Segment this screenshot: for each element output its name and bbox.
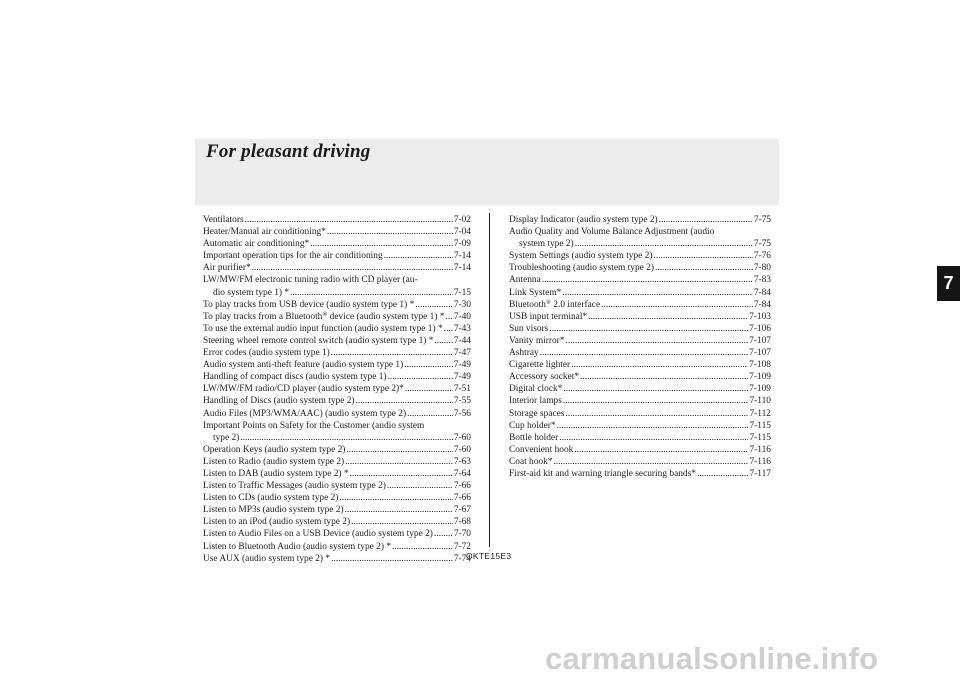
toc-entry[interactable] bbox=[509, 347, 771, 359]
toc-page-number: 7-66 bbox=[453, 493, 471, 504]
toc-entry[interactable] bbox=[203, 335, 471, 347]
toc-page-number: 7-72 bbox=[453, 541, 471, 552]
dot-leader bbox=[327, 226, 453, 238]
dot-leader bbox=[392, 541, 453, 553]
toc-entry[interactable] bbox=[203, 371, 471, 383]
dot-leader bbox=[580, 371, 748, 383]
toc-page-number: 7-108 bbox=[749, 360, 771, 371]
toc-entry-title: Listen to Audio Files on a USB Device (audio system type 2) bbox=[203, 529, 433, 540]
toc-page-number: 7-43 bbox=[453, 323, 471, 334]
dot-leader bbox=[565, 408, 748, 420]
toc-page-number: 7-63 bbox=[453, 456, 471, 467]
dot-leader bbox=[659, 214, 753, 226]
toc-entry-title: Vanity mirror* bbox=[509, 335, 565, 346]
toc-entry[interactable] bbox=[203, 432, 471, 444]
toc-page-number: 7-109 bbox=[749, 384, 771, 395]
toc-page-number: 7-44 bbox=[453, 335, 471, 346]
toc-entry[interactable] bbox=[203, 395, 471, 407]
toc-column-right bbox=[509, 214, 771, 480]
toc-entry[interactable] bbox=[509, 395, 771, 407]
toc-page-number: 7-75 bbox=[753, 239, 771, 250]
document-code: OKTE15E3 bbox=[466, 551, 512, 561]
toc-entry[interactable] bbox=[203, 541, 471, 553]
toc-page-number: 7-116 bbox=[749, 444, 771, 455]
toc-entry-title: Troubleshooting (audio system type 2) bbox=[509, 263, 654, 274]
toc-entry-title: system type 2) bbox=[519, 239, 574, 250]
dot-leader bbox=[655, 262, 753, 274]
toc-entry-title: Display Indicator (audio system type 2) bbox=[509, 215, 658, 225]
toc-entry[interactable] bbox=[203, 238, 471, 250]
registered-mark: ® bbox=[545, 298, 551, 306]
toc-page-number: 7-68 bbox=[453, 517, 471, 528]
toc-page-number: 7-49 bbox=[453, 372, 471, 383]
toc-entry[interactable] bbox=[203, 516, 471, 528]
toc-entry[interactable] bbox=[203, 492, 471, 504]
toc-entry[interactable] bbox=[509, 420, 771, 432]
dot-leader bbox=[445, 311, 452, 323]
dot-leader bbox=[350, 468, 453, 480]
toc-entry[interactable] bbox=[203, 299, 471, 311]
dot-leader bbox=[563, 395, 749, 407]
toc-entry-lead: LW/MW/FM electronic tuning radio with CD player (au- bbox=[203, 275, 418, 286]
toc-entry[interactable] bbox=[203, 311, 471, 323]
toc-entry-title: Bottle holder bbox=[509, 432, 559, 443]
dot-leader bbox=[384, 250, 453, 262]
toc-entry-title: Listen to CDs (audio system type 2) bbox=[203, 493, 339, 504]
toc-page-number: 7-80 bbox=[753, 263, 771, 274]
toc-entry[interactable] bbox=[509, 444, 771, 456]
toc-entry-title: Automatic air conditioning* bbox=[203, 239, 310, 250]
watermark: carmanualsonline.info bbox=[545, 641, 879, 676]
dot-leader bbox=[697, 468, 749, 480]
dot-leader bbox=[407, 408, 453, 420]
toc-entry-title: Accessory socket* bbox=[509, 372, 580, 383]
dot-leader bbox=[405, 383, 453, 395]
toc-entry[interactable] bbox=[203, 214, 471, 226]
toc-entry-title: Ventilators bbox=[203, 215, 244, 225]
toc-entry-title: Ashtray bbox=[509, 348, 539, 359]
toc-page-number: 7-49 bbox=[453, 360, 471, 371]
toc-entry[interactable] bbox=[509, 287, 771, 299]
toc-entry-title: Use AUX (audio system type 2) * bbox=[203, 553, 331, 564]
dot-leader bbox=[571, 359, 748, 371]
dot-leader bbox=[415, 299, 453, 311]
toc-page-number: 7-40 bbox=[453, 311, 471, 322]
toc-entry[interactable] bbox=[509, 214, 771, 226]
dot-leader bbox=[404, 359, 453, 371]
toc-page-number: 7-55 bbox=[453, 396, 471, 407]
toc-page-number: 7-60 bbox=[453, 432, 471, 443]
toc-entry-title: Sun visors bbox=[509, 323, 549, 334]
toc-entry-title: Error codes (audio system type 1) bbox=[203, 348, 330, 359]
registered-mark: ® bbox=[322, 310, 328, 318]
toc-entry[interactable] bbox=[509, 371, 771, 383]
dot-leader bbox=[387, 480, 453, 492]
toc-page-number: 7-115 bbox=[749, 432, 771, 443]
toc-entry[interactable] bbox=[509, 299, 771, 311]
dot-leader bbox=[557, 420, 749, 432]
dot-leader bbox=[434, 528, 453, 540]
dot-leader bbox=[290, 287, 453, 299]
toc-entry-title: USB input terminal* bbox=[509, 311, 588, 322]
toc-entry-title: Digital clock* bbox=[509, 384, 563, 395]
toc-entry[interactable] bbox=[509, 432, 771, 444]
toc-page-number: 7-70 bbox=[453, 529, 471, 540]
toc-entry[interactable] bbox=[203, 347, 471, 359]
toc-entry[interactable] bbox=[509, 383, 771, 395]
toc-entry[interactable] bbox=[203, 553, 471, 565]
toc-page-number: 7-09 bbox=[453, 239, 471, 250]
toc-entry-title: Listen to Radio (audio system type 2) bbox=[203, 456, 345, 467]
toc-entry-title: Cigarette lighter bbox=[509, 360, 571, 371]
toc-entry[interactable] bbox=[509, 408, 771, 420]
dot-leader bbox=[540, 347, 748, 359]
toc-entry-title: To use the external audio input function (audio system type 1) * bbox=[203, 323, 443, 334]
toc-entry[interactable] bbox=[509, 323, 771, 335]
toc-page-number: 7-83 bbox=[753, 275, 771, 286]
toc-entry[interactable] bbox=[509, 238, 771, 250]
dot-leader bbox=[345, 504, 453, 516]
dot-leader bbox=[351, 516, 453, 528]
toc-entry[interactable] bbox=[509, 335, 771, 347]
toc-entry-title: Storage spaces bbox=[509, 408, 565, 419]
toc-entry[interactable] bbox=[203, 226, 471, 238]
toc-entry-title: Listen to Traffic Messages (audio system type 2) bbox=[203, 481, 386, 492]
dot-leader bbox=[388, 371, 453, 383]
toc-page-number: 7-117 bbox=[749, 468, 771, 479]
toc-page-number: 7-56 bbox=[453, 408, 471, 419]
toc-entry[interactable] bbox=[203, 323, 471, 335]
toc-page-number: 7-02 bbox=[453, 215, 471, 225]
toc-entry[interactable] bbox=[509, 274, 771, 286]
toc-entry-title: Listen to MP3s (audio system type 2) bbox=[203, 505, 344, 516]
toc-page-number: 7-109 bbox=[749, 372, 771, 383]
toc-entry[interactable] bbox=[203, 383, 471, 395]
dot-leader bbox=[563, 383, 748, 395]
toc-entry-title: LW/MW/FM radio/CD player (audio system type 2)* bbox=[203, 384, 404, 395]
toc-page-number: 7-107 bbox=[749, 335, 771, 346]
toc-entry-title: To play tracks from a Bluetooth® device (audio system type 1) * bbox=[203, 310, 445, 322]
dot-leader bbox=[562, 287, 752, 299]
toc-entry-title: System Settings (audio system type 2) bbox=[509, 251, 653, 262]
toc-page-number: 7-64 bbox=[453, 468, 471, 479]
toc-entry[interactable] bbox=[203, 359, 471, 371]
toc-entry-title: Important operation tips for the air conditioning bbox=[203, 251, 383, 262]
toc-entry[interactable] bbox=[203, 480, 471, 492]
toc-page-number: 7-04 bbox=[453, 227, 471, 238]
toc-entry-title: dio system type 1) * bbox=[213, 287, 290, 298]
toc-page-number: 7-84 bbox=[753, 287, 771, 298]
dot-leader bbox=[575, 238, 753, 250]
toc-page-number: 7-47 bbox=[453, 348, 471, 359]
toc-page-number: 7-75 bbox=[753, 215, 771, 225]
toc-page-number: 7-107 bbox=[749, 348, 771, 359]
dot-leader bbox=[559, 432, 748, 444]
toc-page-number: 7-67 bbox=[453, 505, 471, 516]
toc-entry[interactable] bbox=[203, 287, 471, 299]
toc-page-number: 7-14 bbox=[453, 251, 471, 262]
toc-entry[interactable] bbox=[509, 359, 771, 371]
toc-entry[interactable] bbox=[203, 250, 471, 262]
toc-entry-title: First-aid kit and warning triangle securing bands* bbox=[509, 468, 696, 479]
toc-entry[interactable] bbox=[203, 408, 471, 420]
toc-page-number: 7-116 bbox=[749, 456, 771, 467]
dot-leader bbox=[434, 335, 452, 347]
toc-entry-title: Heater/Manual air conditioning* bbox=[203, 227, 326, 238]
toc-entry-title: Link System* bbox=[509, 287, 562, 298]
toc-page-number: 7-51 bbox=[453, 384, 471, 395]
chapter-tab[interactable]: 7 bbox=[937, 266, 960, 301]
dot-leader bbox=[653, 250, 752, 262]
toc-entry-title: Cup holder* bbox=[509, 420, 556, 431]
toc-entry-title: Audio Files (MP3/WMA/AAC) (audio system type 2) bbox=[203, 408, 407, 419]
toc-page-number: 7-115 bbox=[749, 420, 771, 431]
toc-page-number: 7-66 bbox=[453, 481, 471, 492]
toc-page-number: 7-112 bbox=[749, 408, 771, 419]
toc-entry[interactable] bbox=[203, 456, 471, 468]
toc-entry-title: Interior lamps bbox=[509, 396, 562, 407]
section-title: For pleasant driving bbox=[206, 141, 371, 162]
toc-page-number: 7-74 bbox=[453, 553, 471, 564]
toc-entry[interactable] bbox=[509, 250, 771, 262]
dot-leader bbox=[565, 335, 748, 347]
toc-page-number: 7-60 bbox=[453, 444, 471, 455]
dot-leader bbox=[245, 214, 453, 226]
dot-leader bbox=[444, 323, 453, 335]
dot-leader bbox=[345, 456, 453, 468]
toc-entry[interactable] bbox=[509, 262, 771, 274]
toc-entry[interactable] bbox=[203, 468, 471, 480]
toc-entry-title: Listen to DAB (audio system type 2) * bbox=[203, 468, 349, 479]
toc-entry-lead: Important Points on Safety for the Customer (audio system bbox=[203, 420, 425, 431]
toc-column-left bbox=[203, 214, 471, 565]
toc-entry-title: Handling of compact discs (audio system type 1) bbox=[203, 372, 387, 383]
column-divider bbox=[489, 213, 490, 547]
toc-entry[interactable] bbox=[203, 262, 471, 274]
toc-page-number: 7-110 bbox=[749, 396, 771, 407]
dot-leader bbox=[549, 323, 748, 335]
dot-leader bbox=[574, 444, 748, 456]
dot-leader bbox=[346, 444, 452, 456]
toc-entry[interactable] bbox=[509, 456, 771, 468]
dot-leader bbox=[310, 238, 453, 250]
toc-page-number: 7-106 bbox=[749, 323, 771, 334]
dot-leader bbox=[601, 299, 753, 311]
toc-entry-title: Listen to an iPod (audio system type 2) bbox=[203, 517, 351, 528]
toc-entry-title: Operation Keys (audio system type 2) bbox=[203, 444, 346, 455]
dot-leader bbox=[588, 311, 748, 323]
toc-entry-lead: Audio Quality and Volume Balance Adjustment (audio bbox=[509, 227, 715, 238]
toc-entry-title: Bluetooth® 2.0 interface bbox=[509, 298, 601, 310]
toc-page-number: 7-14 bbox=[453, 263, 471, 274]
toc-entry-title: Audio system anti-theft feature (audio system type 1) bbox=[203, 360, 404, 371]
dot-leader bbox=[331, 347, 453, 359]
toc-page-number: 7-15 bbox=[453, 287, 471, 298]
toc-entry[interactable] bbox=[203, 504, 471, 516]
toc-entry-title: Listen to Bluetooth Audio (audio system type 2) * bbox=[203, 541, 392, 552]
toc-page-number: 7-84 bbox=[753, 299, 771, 310]
dot-leader bbox=[331, 553, 453, 565]
toc-entry-title: Handling of Discs (audio system type 2) bbox=[203, 396, 355, 407]
toc-entry-title: Coat hook* bbox=[509, 456, 553, 467]
toc-page-number: 7-103 bbox=[749, 311, 771, 322]
dot-leader bbox=[356, 395, 453, 407]
dot-leader bbox=[339, 492, 452, 504]
toc-entry-title: Antenna bbox=[509, 275, 541, 286]
toc-entry[interactable] bbox=[203, 528, 471, 540]
toc-entry-title: Convenient hook bbox=[509, 444, 574, 455]
dot-leader bbox=[542, 274, 753, 286]
toc-entry-title: To play tracks from USB device (audio system type 1) * bbox=[203, 299, 415, 310]
dot-leader bbox=[252, 262, 453, 274]
toc-entry[interactable] bbox=[509, 468, 771, 480]
toc-entry-title: Air purifier* bbox=[203, 263, 251, 274]
toc-entry-title: Steering wheel remote control switch (audio system type 1) * bbox=[203, 335, 434, 346]
dot-leader bbox=[240, 432, 453, 444]
toc-entry[interactable] bbox=[203, 444, 471, 456]
dot-leader bbox=[554, 456, 749, 468]
toc-entry[interactable] bbox=[509, 311, 771, 323]
toc-page-number: 7-30 bbox=[453, 299, 471, 310]
toc-entry-title: type 2) bbox=[213, 432, 240, 443]
toc-page-number: 7-76 bbox=[753, 251, 771, 262]
